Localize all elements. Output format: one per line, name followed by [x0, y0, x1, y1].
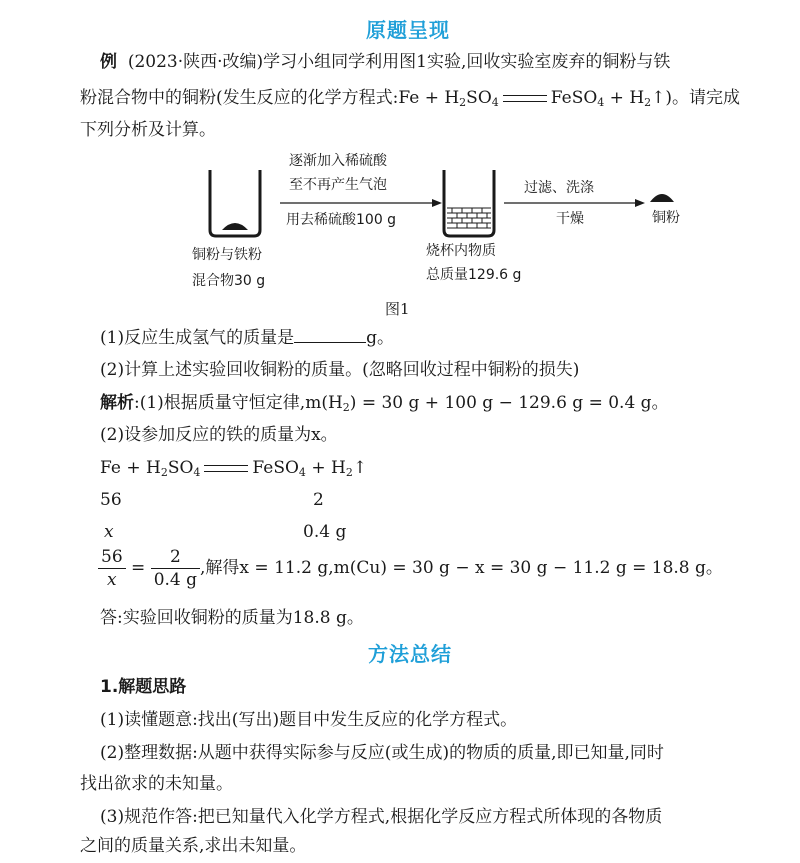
chemical-equation: $Fe + H_2SO_4$ FeSO$_4$ + $H_2↑$	[100, 458, 368, 479]
solution-line-1: 解析:(1)根据质量守恒定律$,m(H_2) = 30$ g + 100 g − 129.6 g = 0.4 g。	[100, 393, 669, 414]
summary-point-2a: (2)整理数据:从题中获得实际参与反应(或生成)的物质的质量,即已知量,同时	[100, 743, 664, 763]
product-label: 铜粉	[652, 210, 680, 226]
known-mass-h2: 0.4 g	[303, 522, 347, 542]
step-1-bottom: 用去稀硫酸100 g	[286, 212, 397, 228]
beaker-1-label-1: 铜粉与铁粉	[192, 247, 262, 263]
section-title-original-problem: 原题呈现	[366, 18, 450, 42]
proportion-equation	[98, 546, 723, 591]
eq-part: FeSO	[252, 458, 299, 478]
eq-part: SO	[466, 88, 492, 108]
summary-subtitle: 1.解题思路	[100, 677, 187, 697]
example-line-3: 下列分析及计算。	[80, 120, 216, 140]
equals-sign	[503, 95, 547, 102]
unknown-x: x	[104, 522, 114, 542]
fraction-1-num: 56	[98, 546, 126, 569]
question-1-text: (1)反应生成氢气的质量是	[100, 328, 295, 348]
step-2-bottom: 干燥	[556, 211, 584, 227]
step-1-top-2: 至不再产生气泡	[289, 177, 387, 193]
beaker-1-icon	[210, 170, 260, 236]
eq-part: FeSO	[550, 88, 598, 108]
example-line-1	[100, 50, 670, 74]
eq-part: ↑)。请完成	[651, 88, 741, 108]
final-answer: 答:实验回收铜粉的质量为18.8 g。	[100, 608, 364, 628]
beaker-2-icon	[444, 170, 494, 236]
eq-part: + H	[604, 88, 645, 108]
eq-part: SO	[167, 458, 194, 478]
eq-part: + H	[305, 458, 346, 478]
fraction-2-num: 2	[151, 546, 200, 569]
beaker-1-label-2: 混合物30 g	[192, 273, 266, 289]
step-1-top-1: 逐渐加入稀硫酸	[289, 153, 387, 169]
summary-point-3b: 之间的质量关系,求出未知量。	[80, 836, 307, 856]
equal-sign: =	[131, 558, 146, 578]
question-2: (2)计算上述实验回收铜粉的质量。(忽略回收过程中铜粉的损失)	[100, 360, 580, 380]
example-label: 例	[100, 52, 117, 72]
example-line-2: 粉混合物中的铜粉(发生反应的化学方程式:Fe + $H_2SO_4$ FeSO$_4$ + $H_2↑$)。请完成	[80, 88, 741, 109]
solution-label: 解析	[100, 393, 134, 413]
copper-powder-icon	[650, 194, 674, 202]
answer-blank	[294, 326, 366, 343]
section-title-method-summary: 方法总结	[368, 642, 452, 666]
molar-mass-fe: 56	[100, 490, 122, 510]
eq-part: 粉混合物中的铜粉(发生反应的化学方程式:Fe + H	[80, 88, 460, 108]
summary-point-3a: (3)规范作答:把已知量代入化学方程式,根据化学反应方程式所体现的各物质	[100, 807, 663, 827]
beaker-2-label-1: 烧杯内物质	[426, 243, 496, 259]
fraction-1	[98, 546, 126, 591]
fraction-2	[151, 546, 200, 591]
fraction-1-den: x	[107, 570, 117, 590]
equals-sign	[204, 465, 248, 472]
step-2-top: 过滤、洗涤	[524, 180, 594, 196]
solution-text: ) = 30 g + 100 g − 129.6 g = 0.4 g。	[349, 393, 669, 413]
fraction-2-den: 0.4 g	[153, 570, 198, 590]
example-text-1: (2023·陕西·改编)学习小组同学利用图1实验,回收实验室废弃的铜粉与铁	[127, 52, 671, 72]
solution-result: ,解得x = 11.2 g,m(Cu) = 30 g − x = 30 g − 11.2 g = 18.8 g。	[200, 558, 723, 578]
summary-point-2b: 找出欲求的未知量。	[80, 774, 233, 794]
question-1	[100, 326, 394, 350]
solution-line-2: (2)设参加反应的铁的质量为x。	[100, 425, 338, 445]
question-1-unit: g。	[366, 328, 394, 348]
eq-part: Fe + H	[100, 458, 161, 478]
figure-caption: 图1	[385, 300, 410, 318]
summary-point-1: (1)读懂题意:找出(写出)题目中发生反应的化学方程式。	[100, 710, 518, 730]
beaker-2-label-2: 总质量129.6 g	[426, 267, 522, 283]
eq-part: ↑	[352, 458, 368, 478]
molar-mass-h2: 2	[313, 490, 324, 510]
solution-text: :(1)根据质量守恒定律,m(H	[134, 393, 343, 413]
